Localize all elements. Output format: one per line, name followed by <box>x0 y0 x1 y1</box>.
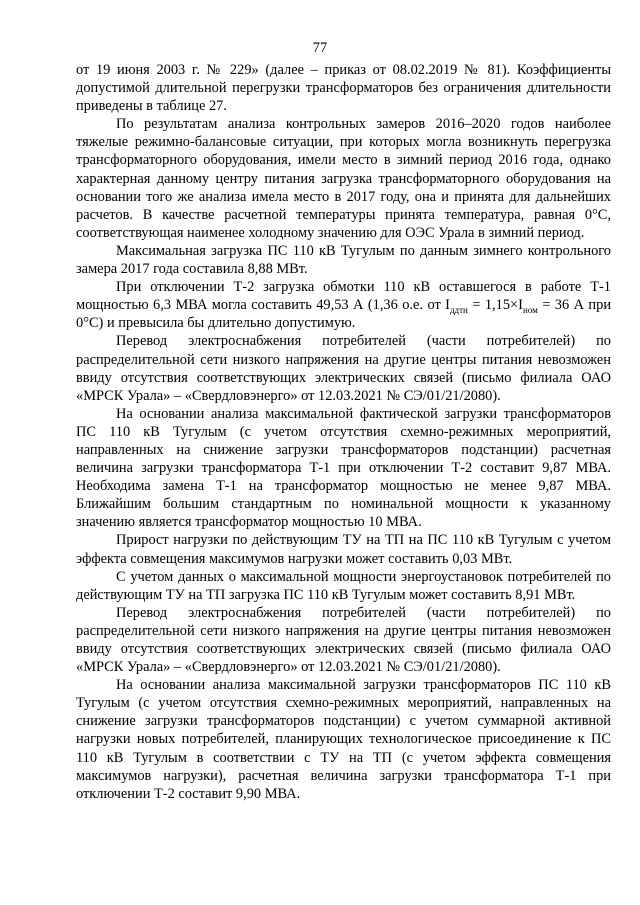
paragraph-transfer-impossible-1: Перевод электроснабжения потребителей (части потребителей) по распределительной сети низкого напряжения на другие центры питания невозможен ввиду отсутствия соответствующих электрических связей (письмо филиала ОАО «МРСК Урала» – «Свердловэнерго» от 12.03.2021 № СЭ/01/21/2080). <box>76 333 611 404</box>
paragraph-calculated-load: На основании анализа максимальной загрузки трансформаторов ПС 110 кВ Тугулым (с учетом отсутствия схемно-режимных мероприятий, направленных на снижение загрузки трансформаторов подстанции) с учетом суммарной активной нагрузки новых потребителей, планирующих технологическое присоединение к ПС 110 кВ Тугулым в соответствии с ТУ на ТП (с учетом эффекта совмещения максимумов нагрузки), расчетная величина загрузки трансформатора Т-1 при отключении Т-2 составит 9,90 МВА. <box>76 677 611 802</box>
paragraph-transfer-impossible-2: Перевод электроснабжения потребителей (части потребителей) по распределительной сети низкого напряжения на другие центры питания невозможен ввиду отсутствия соответствующих электрических связей (письмо филиала ОАО «МРСК Урала» – «Свердловэнерго» от 12.03.2021 № СЭ/01/21/2080). <box>76 604 611 676</box>
paragraph-continuation: от 19 июня 2003 г. № 229» (далее – приказ от 08.02.2019 № 81). Коэффициенты допустимой длительной перегрузки трансформаторов без ограничения длительности приведены в таблице 27. <box>76 62 611 115</box>
paragraph-analysis-results: По результатам анализа контрольных замеров 2016–2020 годов наиболее тяжелые режимно-балансовые ситуации, при которых могла возникнуть перегрузка трансформаторного оборудования, имели место в зимний период 2016 года, однако характерная данному центру питания загрузка трансформаторного оборудования на основании того же анализа имела место в 2017 году, она и принята для дальнейших расчетов. В качестве расчетной температуры принята температура, равная 0°С, соответствующая наименее холодному значению для ОЭС Урала в зимний период. <box>76 116 611 241</box>
paragraph-load-increase: Прирост нагрузки по действующим ТУ на ТП на ПС 110 кВ Тугулым с учетом эффекта совмещения максимумов нагрузки может составить 0,03 МВт. <box>76 532 611 567</box>
text-after-current: = 36 А при 0°С) и превысила бы длительно допустимую. <box>76 297 612 332</box>
body-text <box>76 61 611 803</box>
paragraph-replacement-required: На основании анализа максимальной фактической загрузки трансформаторов ПС 110 кВ Тугулым (с учетом отсутствия схемно-режимных мероприятий, направленных на снижение загрузки трансформаторов подстанции) расчетная величина загрузки трансформатора Т-1 при отключении Т-2 составит 9,87 МВА. Необходима замена Т-1 на трансформатор мощностью не менее 9,87 МВА. Ближайшим большим стандартным по номинальной мощности к указанному значению является трансформатор мощностью 10 МВА. <box>76 405 611 531</box>
text-middle-current: = 1,15×I <box>467 297 523 314</box>
paragraph-t2-outage-load <box>76 278 611 332</box>
subscript-ddtn: ддтн <box>449 305 468 316</box>
page-number: 77 <box>312 40 328 56</box>
text-before-current: При отключении Т-2 загрузка обмотки 110 кВ оставшегося в работе Т-1 мощностью 6,3 МВА могла составить 49,53 А (1,36 о.е. от I <box>76 279 611 314</box>
paragraph-max-load: Максимальная загрузка ПС 110 кВ Тугулым по данным зимнего контрольного замера 2017 года составила 8,88 МВт. <box>76 242 611 278</box>
paragraph-max-capacity: С учетом данных о максимальной мощности энергоустановок потребителей по действующим ТУ на ТП загрузка ПС 110 кВ Тугулым может составить 8,91 МВт. <box>76 568 611 603</box>
subscript-nom: ном <box>522 305 538 316</box>
